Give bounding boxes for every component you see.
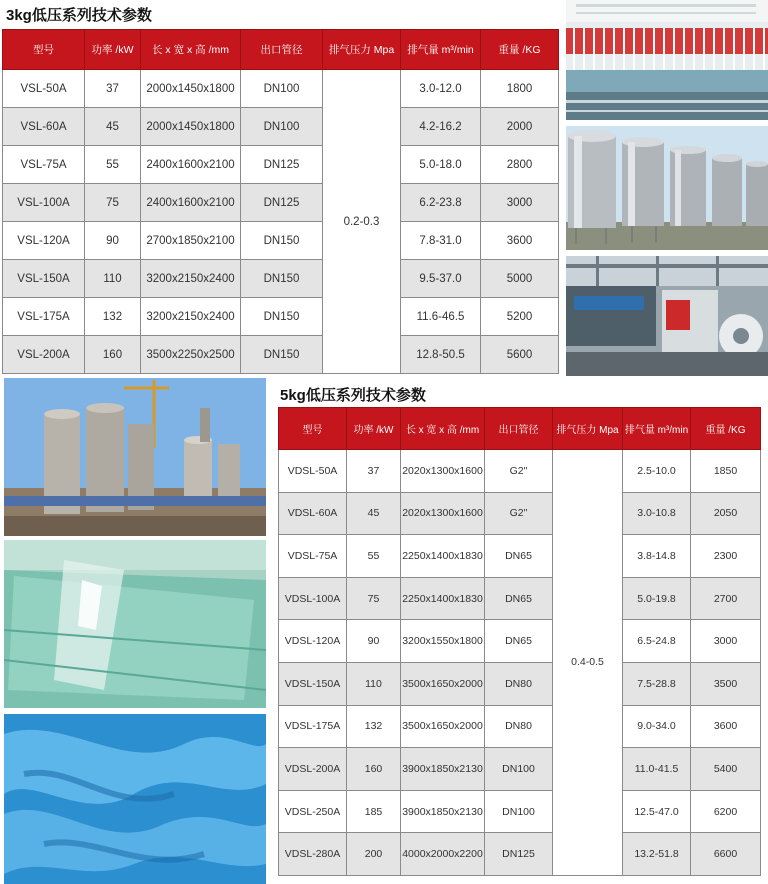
model-cell: VDSL-120A — [279, 620, 347, 663]
outlet-cell: DN150 — [241, 298, 323, 336]
power-cell: 185 — [347, 790, 401, 833]
col-header-model: 型号 — [3, 30, 85, 70]
table-row — [279, 620, 761, 663]
model-cell: VDSL-200A — [279, 748, 347, 791]
power-cell: 200 — [347, 833, 401, 876]
flow-cell: 6.5-24.8 — [623, 620, 691, 663]
glass-panels-photo — [4, 540, 266, 708]
outlet-cell: DN125 — [241, 146, 323, 184]
size-cell: 2000x1450x1800 — [141, 108, 241, 146]
power-cell: 37 — [347, 450, 401, 493]
outlet-cell: G2" — [485, 492, 553, 535]
weight-cell: 1850 — [691, 450, 761, 493]
outlet-cell: DN150 — [241, 336, 323, 374]
col-header-outlet: 出口管径 — [241, 30, 323, 70]
outlet-cell: DN100 — [241, 108, 323, 146]
model-cell: VDSL-280A — [279, 833, 347, 876]
table-row — [3, 108, 559, 146]
power-cell: 45 — [85, 108, 141, 146]
power-cell: 37 — [85, 70, 141, 108]
spec-table-3kg — [2, 29, 559, 374]
weight-cell: 2050 — [691, 492, 761, 535]
size-cell: 2250x1400x1830 — [401, 535, 485, 578]
table-row — [279, 790, 761, 833]
outlet-cell: DN150 — [241, 222, 323, 260]
flow-cell: 9.5-37.0 — [401, 260, 481, 298]
weight-cell: 3500 — [691, 662, 761, 705]
model-cell: VDSL-175A — [279, 705, 347, 748]
power-cell: 160 — [85, 336, 141, 374]
flow-cell: 11.6-46.5 — [401, 298, 481, 336]
model-cell: VDSL-250A — [279, 790, 347, 833]
flow-cell: 7.5-28.8 — [623, 662, 691, 705]
weight-cell: 6200 — [691, 790, 761, 833]
model-cell: VDSL-75A — [279, 535, 347, 578]
size-cell: 2000x1450x1800 — [141, 70, 241, 108]
table-row — [3, 146, 559, 184]
outlet-cell: DN150 — [241, 260, 323, 298]
weight-cell: 5000 — [481, 260, 559, 298]
size-cell: 4000x2000x2200 — [401, 833, 485, 876]
col-header-pressure: 排气压力 Mpa — [323, 30, 401, 70]
table-3kg-title: 3kg低压系列技术参数 — [6, 7, 152, 24]
table-row — [279, 492, 761, 535]
flow-cell: 2.5-10.0 — [623, 450, 691, 493]
weight-cell: 1800 — [481, 70, 559, 108]
size-cell: 3200x1550x1800 — [401, 620, 485, 663]
weight-cell: 3000 — [481, 184, 559, 222]
size-cell: 3900x1850x2130 — [401, 748, 485, 791]
blue-fabric-photo — [4, 714, 266, 884]
size-cell: 3500x1650x2000 — [401, 705, 485, 748]
power-cell: 90 — [347, 620, 401, 663]
col-header-weight: 重量 /KG — [691, 408, 761, 450]
power-cell: 90 — [85, 222, 141, 260]
table-row — [3, 70, 559, 108]
col-header-flow: 排气量 m³/min — [623, 408, 691, 450]
size-cell: 2020x1300x1600 — [401, 450, 485, 493]
size-cell: 2020x1300x1600 — [401, 492, 485, 535]
size-cell: 3500x2250x2500 — [141, 336, 241, 374]
outlet-cell: DN100 — [485, 748, 553, 791]
col-header-size: 长 x 宽 x 高 /mm — [401, 408, 485, 450]
cement-plant-photo — [4, 378, 266, 536]
table-row — [3, 184, 559, 222]
table-row — [279, 705, 761, 748]
size-cell: 3900x1850x2130 — [401, 790, 485, 833]
flow-cell: 12.8-50.5 — [401, 336, 481, 374]
model-cell: VSL-200A — [3, 336, 85, 374]
power-cell: 75 — [347, 577, 401, 620]
table-row — [3, 336, 559, 374]
flow-cell: 3.0-12.0 — [401, 70, 481, 108]
power-cell: 110 — [347, 662, 401, 705]
model-cell: VSL-60A — [3, 108, 85, 146]
table-row — [279, 577, 761, 620]
col-header-model: 型号 — [279, 408, 347, 450]
model-cell: VDSL-150A — [279, 662, 347, 705]
flow-cell: 5.0-18.0 — [401, 146, 481, 184]
textile-machinery-photo — [566, 0, 768, 120]
model-cell: VDSL-100A — [279, 577, 347, 620]
power-cell: 45 — [347, 492, 401, 535]
outlet-cell: DN65 — [485, 535, 553, 578]
table-header-row — [3, 30, 559, 70]
production-line-photo — [566, 256, 768, 376]
model-cell: VDSL-60A — [279, 492, 347, 535]
flow-cell: 4.2-16.2 — [401, 108, 481, 146]
size-cell: 3200x2150x2400 — [141, 298, 241, 336]
flow-cell: 12.5-47.0 — [623, 790, 691, 833]
size-cell: 2250x1400x1830 — [401, 577, 485, 620]
model-cell: VDSL-50A — [279, 450, 347, 493]
weight-cell: 2800 — [481, 146, 559, 184]
model-cell: VSL-100A — [3, 184, 85, 222]
col-header-power: 功率 /kW — [347, 408, 401, 450]
outlet-cell: DN100 — [241, 70, 323, 108]
col-header-outlet: 出口管径 — [485, 408, 553, 450]
flow-cell: 11.0-41.5 — [623, 748, 691, 791]
outlet-cell: DN125 — [485, 833, 553, 876]
flow-cell: 3.0-10.8 — [623, 492, 691, 535]
steel-tanks-photo — [566, 126, 768, 250]
model-cell: VSL-75A — [3, 146, 85, 184]
flow-cell: 7.8-31.0 — [401, 222, 481, 260]
table-row — [3, 260, 559, 298]
outlet-cell: DN125 — [241, 184, 323, 222]
outlet-cell: DN65 — [485, 620, 553, 663]
size-cell: 2700x1850x2100 — [141, 222, 241, 260]
outlet-cell: G2" — [485, 450, 553, 493]
power-cell: 75 — [85, 184, 141, 222]
table-row — [3, 222, 559, 260]
table-row — [3, 298, 559, 336]
model-cell: VSL-120A — [3, 222, 85, 260]
power-cell: 132 — [85, 298, 141, 336]
weight-cell: 2000 — [481, 108, 559, 146]
table-row — [279, 662, 761, 705]
model-cell: VSL-175A — [3, 298, 85, 336]
flow-cell: 9.0-34.0 — [623, 705, 691, 748]
pressure-cell: 0.2-0.3 — [323, 70, 401, 374]
col-header-weight: 重量 /KG — [481, 30, 559, 70]
spec-table-5kg — [278, 407, 761, 876]
table-5kg-title: 5kg低压系列技术参数 — [280, 387, 426, 404]
col-header-flow: 排气量 m³/min — [401, 30, 481, 70]
table-row — [279, 833, 761, 876]
flow-cell: 3.8-14.8 — [623, 535, 691, 578]
model-cell: VSL-150A — [3, 260, 85, 298]
flow-cell: 13.2-51.8 — [623, 833, 691, 876]
flow-cell: 5.0-19.8 — [623, 577, 691, 620]
table-header-row — [279, 408, 761, 450]
table-row — [279, 450, 761, 493]
pressure-cell: 0.4-0.5 — [553, 450, 623, 876]
col-header-power: 功率 /kW — [85, 30, 141, 70]
size-cell: 2400x1600x2100 — [141, 184, 241, 222]
weight-cell: 5200 — [481, 298, 559, 336]
outlet-cell: DN65 — [485, 577, 553, 620]
weight-cell: 5400 — [691, 748, 761, 791]
weight-cell: 2700 — [691, 577, 761, 620]
size-cell: 3200x2150x2400 — [141, 260, 241, 298]
model-cell: VSL-50A — [3, 70, 85, 108]
size-cell: 2400x1600x2100 — [141, 146, 241, 184]
table-row — [279, 535, 761, 578]
outlet-cell: DN80 — [485, 662, 553, 705]
outlet-cell: DN80 — [485, 705, 553, 748]
power-cell: 55 — [85, 146, 141, 184]
power-cell: 132 — [347, 705, 401, 748]
power-cell: 160 — [347, 748, 401, 791]
weight-cell: 3000 — [691, 620, 761, 663]
outlet-cell: DN100 — [485, 790, 553, 833]
table-row — [279, 748, 761, 791]
col-header-pressure: 排气压力 Mpa — [553, 408, 623, 450]
weight-cell: 3600 — [691, 705, 761, 748]
flow-cell: 6.2-23.8 — [401, 184, 481, 222]
size-cell: 3500x1650x2000 — [401, 662, 485, 705]
weight-cell: 5600 — [481, 336, 559, 374]
weight-cell: 6600 — [691, 833, 761, 876]
weight-cell: 2300 — [691, 535, 761, 578]
col-header-size: 长 x 宽 x 高 /mm — [141, 30, 241, 70]
power-cell: 55 — [347, 535, 401, 578]
power-cell: 110 — [85, 260, 141, 298]
weight-cell: 3600 — [481, 222, 559, 260]
